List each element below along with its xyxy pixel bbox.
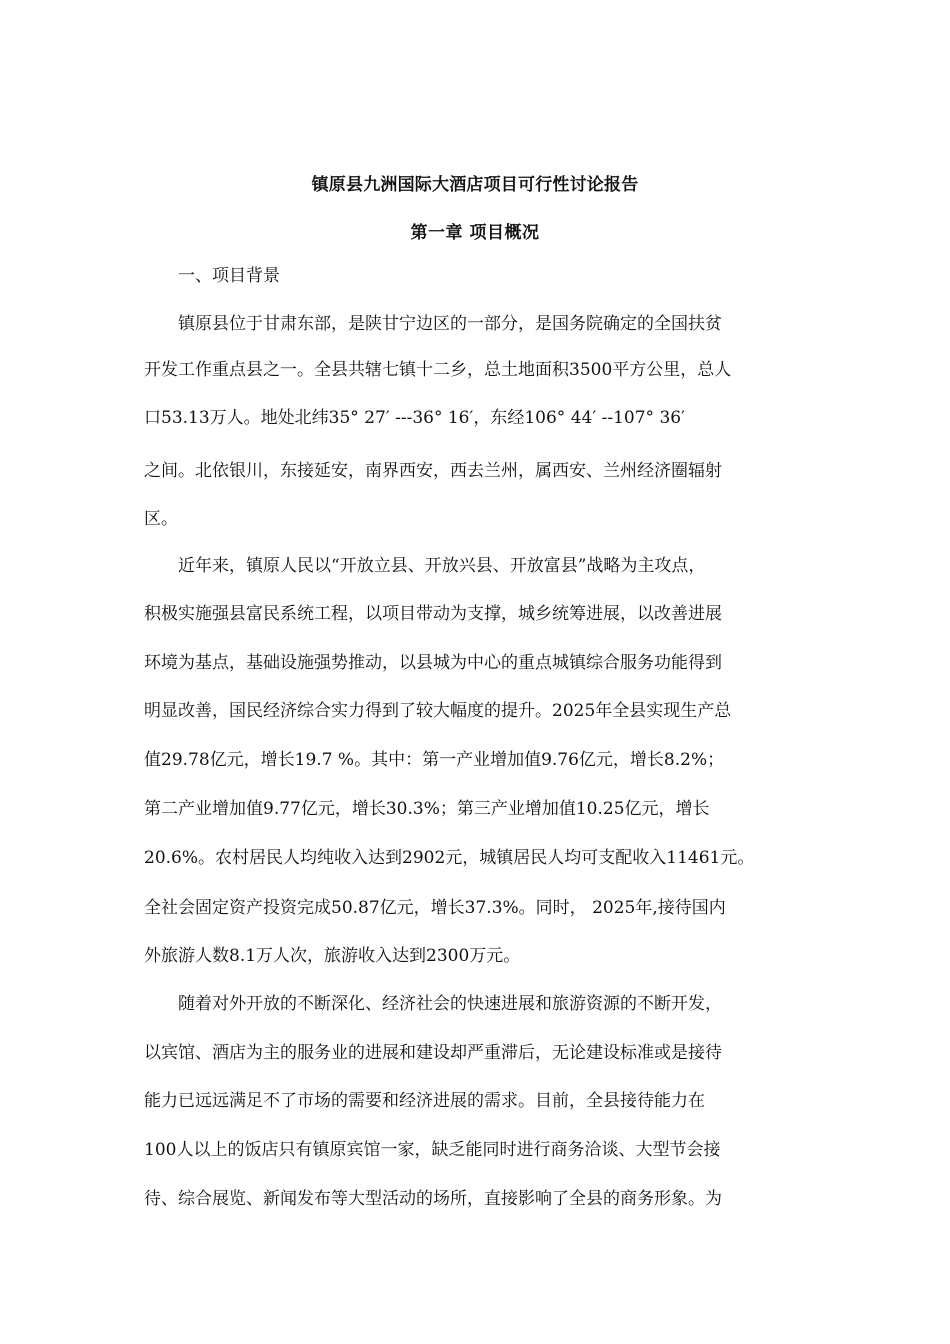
paragraph-line: 积极实施强县富民系统工程，以项目带动为支撑，城乡统筹进展，以改善进展 [144,604,722,624]
paragraph-line: 全社会固定资产投资完成50.87亿元，增长37.3%。同时， 2025年,接待国内 [144,898,726,918]
paragraph-line: 待、综合展览、新闻发布等大型活动的场所，直接影响了全县的商务形象。为 [144,1189,722,1209]
paragraph-line: 镇原县位于甘肃东部，是陕甘宁边区的一部分，是国务院确定的全国扶贫 [178,314,722,334]
document-title: 镇原县九洲国际大酒店项目可行性讨论报告 [311,175,639,195]
paragraph-line: 之间。北依银川，东接延安，南界西安，西去兰州，属西安、兰州经济圈辐射 [144,461,722,481]
paragraph-line: 区。 [144,509,178,529]
section-heading: 一、项目背景 [178,266,280,286]
paragraph-line: 20.6%。农村居民人均纯收入达到2902元，城镇居民人均可支配收入11461元。 [144,848,755,868]
paragraph-line: 随着对外开放的不断深化、经济社会的快速进展和旅游资源的不断开发， [178,994,722,1014]
paragraph-line: 环境为基点，基础设施强势推动，以县城为中心的重点城镇综合服务功能得到 [144,653,722,673]
paragraph-line: 开发工作重点县之一。全县共辖七镇十二乡，总土地面积3500平方公里，总人 [144,360,732,380]
paragraph-line: 外旅游人数8.1万人次，旅游收入达到2300万元。 [144,946,521,966]
paragraph-line: 能力已远远满足不了市场的需要和经济进展的需求。目前，全县接待能力在 [144,1091,705,1111]
paragraph-line: 以宾馆、酒店为主的服务业的进展和建设却严重滞后，无论建设标准或是接待 [144,1043,722,1063]
chapter-title: 第一章 项目概况 [410,223,540,243]
paragraph-line: 值29.78亿元，增长19.7 %。其中：第一产业增加值9.76亿元，增长8.2%； [144,750,725,770]
paragraph-line: 口53.13万人。地处北纬35° 27′ ---36° 16′，东经106° 44′ --107° 36′ [144,408,685,428]
paragraph-line: 明显改善，国民经济综合实力得到了较大幅度的提升。2025年全县实现生产总 [144,701,732,721]
paragraph-line: 100人以上的饭店只有镇原宾馆一家，缺乏能同时进行商务洽谈、大型节会接 [144,1140,721,1160]
paragraph-line: 第二产业增加值9.77亿元，增长30.3%；第三产业增加值10.25亿元，增长 [144,799,710,819]
paragraph-line: 近年来，镇原人民以“开放立县、开放兴县、开放富县”战略为主攻点， [178,556,706,576]
